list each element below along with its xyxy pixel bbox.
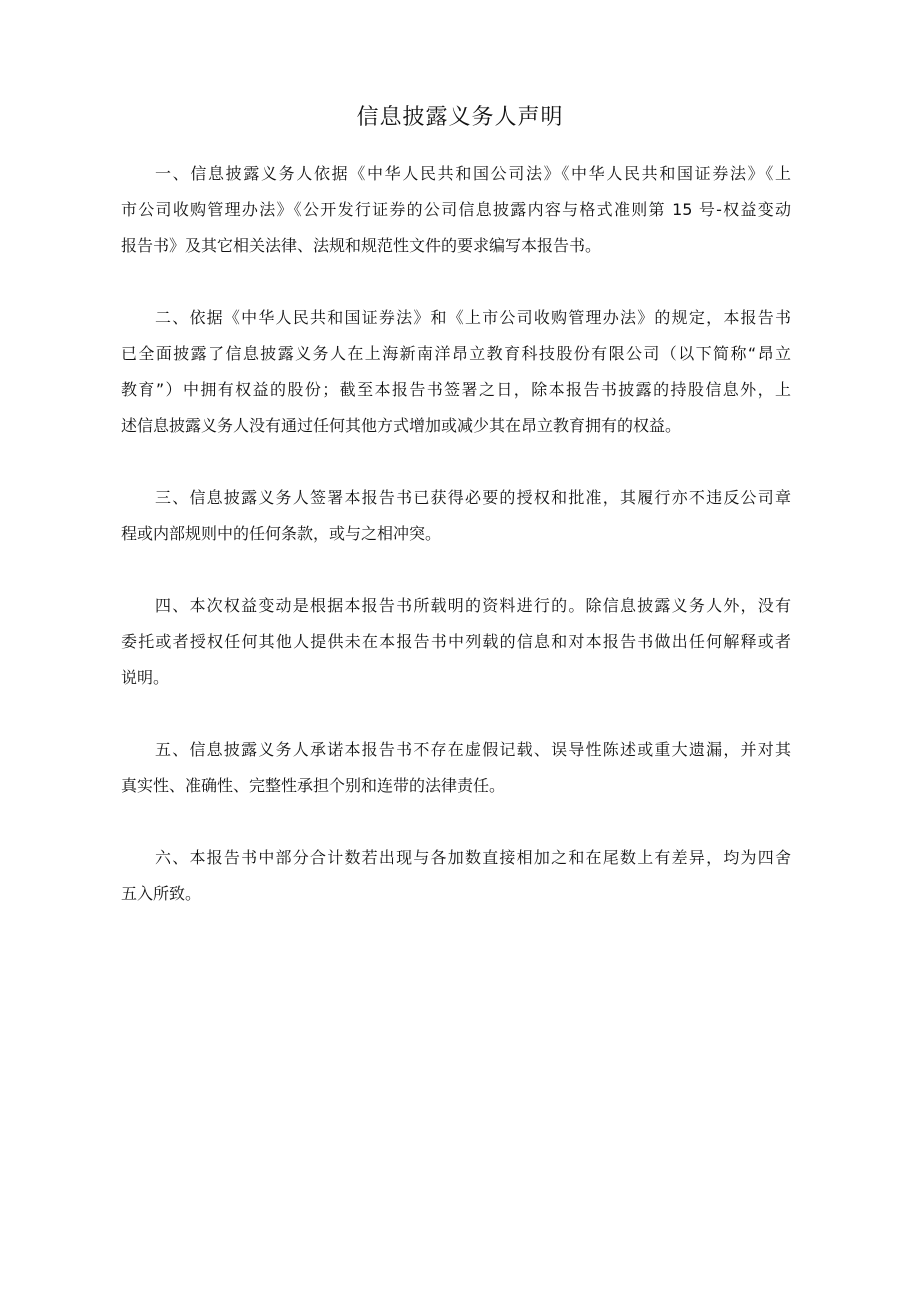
declaration-paragraph: [121, 840, 791, 912]
paragraph-line: 委托或者授权任何其他人提供未在本报告书中列载的信息和对本报告书做出任何解释或者: [121, 632, 791, 651]
paragraph-line: 四、本次权益变动是根据本报告书所载明的资料进行的。除信息披露义务人外，没有: [155, 596, 791, 615]
paragraph-line: 说明。: [121, 668, 170, 687]
paragraph-line: 报告书》及其它相关法律、法规和规范性文件的要求编写本报告书。: [121, 236, 602, 255]
declaration-body: [121, 156, 791, 948]
paragraph-line: 真实性、准确性、完整性承担个别和连带的法律责任。: [121, 776, 506, 795]
paragraph-line: 五入所致。: [121, 884, 202, 903]
declaration-paragraph: [121, 300, 791, 444]
paragraph-line: 述信息披露义务人没有通过任何其他方式增加或减少其在昂立教育拥有的权益。: [121, 416, 682, 435]
paragraph-line: 已全面披露了信息披露义务人在上海新南洋昂立教育科技股份有限公司（以下简称“昂立: [121, 344, 791, 363]
paragraph-line: 一、信息披露义务人依据《中华人民共和国公司法》《中华人民共和国证券法》《上: [155, 164, 791, 183]
paragraph-line: 三、信息披露义务人签署本报告书已获得必要的授权和批准，其履行亦不违反公司章: [155, 488, 791, 507]
paragraph-line: 市公司收购管理办法》《公开发行证券的公司信息披露内容与格式准则第 15 号-权益变动: [121, 200, 791, 219]
declaration-paragraph: [121, 588, 791, 696]
paragraph-line: 二、依据《中华人民共和国证券法》和《上市公司收购管理办法》的规定，本报告书: [155, 308, 791, 327]
paragraph-line: 程或内部规则中的任何条款，或与之相冲突。: [121, 524, 442, 543]
declaration-paragraph: [121, 156, 791, 264]
page-title: 信息披露义务人声明: [356, 105, 564, 130]
paragraph-line: 六、本报告书中部分合计数若出现与各加数直接相加之和在尾数上有差异，均为四舍: [155, 848, 791, 867]
declaration-paragraph: [121, 480, 791, 552]
declaration-paragraph: [121, 732, 791, 804]
paragraph-line: 教育”）中拥有权益的股份；截至本报告书签署之日，除本报告书披露的持股信息外，上: [121, 380, 791, 399]
paragraph-line: 五、信息披露义务人承诺本报告书不存在虚假记载、误导性陈述或重大遗漏，并对其: [155, 740, 791, 759]
